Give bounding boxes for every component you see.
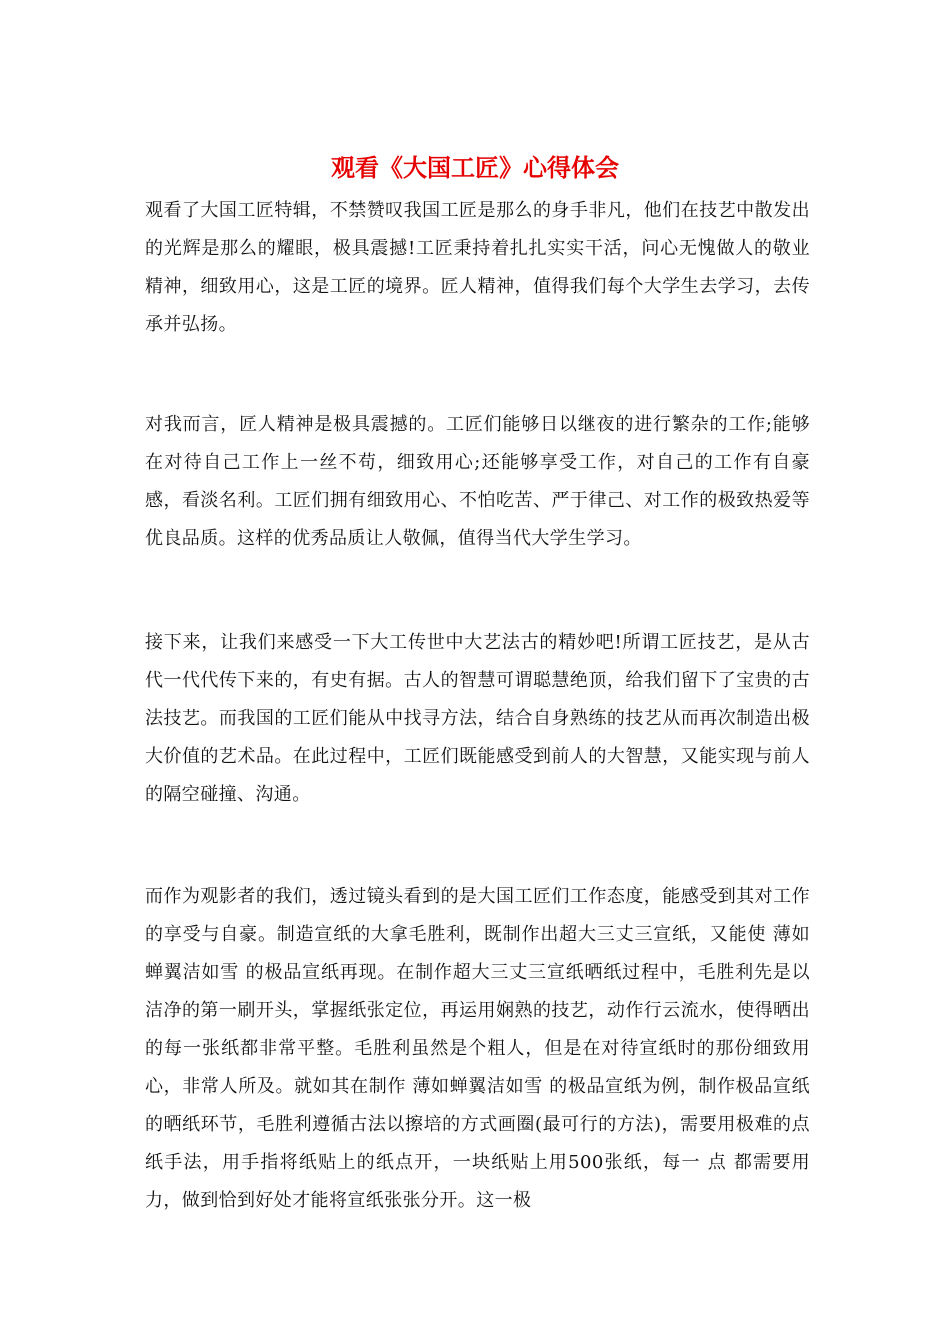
body-paragraph-3: 接下来，让我们来感受一下大工传世中大艺法古的精妙吧!所谓工匠技艺，是从古代一代代传下来的，有史有据。古人的智慧可谓聪慧绝顶，给我们留下了宝贵的古法技艺。而我国的工匠们能从中找寻方法，结合自身熟练的技艺从而再次制造出极大价值的艺术品。在此过程中，工匠们既能感受到前人的大智慧，又能实现与前人的隔空碰撞、沟通。	[145, 632, 810, 805]
body-paragraph-1: 观看了大国工匠特辑，不禁赞叹我国工匠是那么的身手非凡，他们在技艺中散发出的光辉是那么的耀眼，极具震撼!工匠秉持着扎扎实实干活，问心无愧做人的敬业精神，细致用心，这是工匠的境界。匠人精神，值得我们每个大学生去学习，去传承并弘扬。	[145, 200, 810, 335]
document-title: 观看《大国工匠》心得体会	[331, 153, 619, 182]
body-paragraph-2: 对我而言，匠人精神是极具震撼的。工匠们能够日以继夜的进行繁杂的工作;能够在对待自己工作上一丝不苟，细致用心;还能够享受工作，对自己的工作有自豪感，看淡名利。工匠们拥有细致用心、不怕吃苦、严于律己、对工作的极致热爱等优良品质。这样的优秀品质让人敬佩，值得当代大学生学习。	[145, 414, 810, 549]
body-paragraph-4: 而作为观影者的我们，透过镜头看到的是大国工匠们工作态度，能感受到其对工作的享受与自豪。制造宣纸的大拿毛胜利，既制作出超大三丈三宣纸，又能使 薄如蝉翼洁如雪 的极品宣纸再现。在制作超大三丈三宣纸晒纸过程中，毛胜利先是以洁净的第一刷开头，掌握纸张定位，再运用娴熟的技艺，动作行云流水，使得晒出的每一张纸都非常平整。毛胜利虽然是个粗人，但是在对待宣纸时的那份细致用心，非常人所及。就如其在制作 薄如蝉翼洁如雪 的极品宣纸为例，制作极品宣纸的晒纸环节，毛胜利遵循古法以擦培的方式画圈(最可行的方法)，需要用极难的点纸手法，用手指将纸贴上的纸点开，一块纸贴上用500张纸，每一 点 都需要用力，做到恰到好处才能将宣纸张张分开。这一极	[145, 886, 810, 1211]
